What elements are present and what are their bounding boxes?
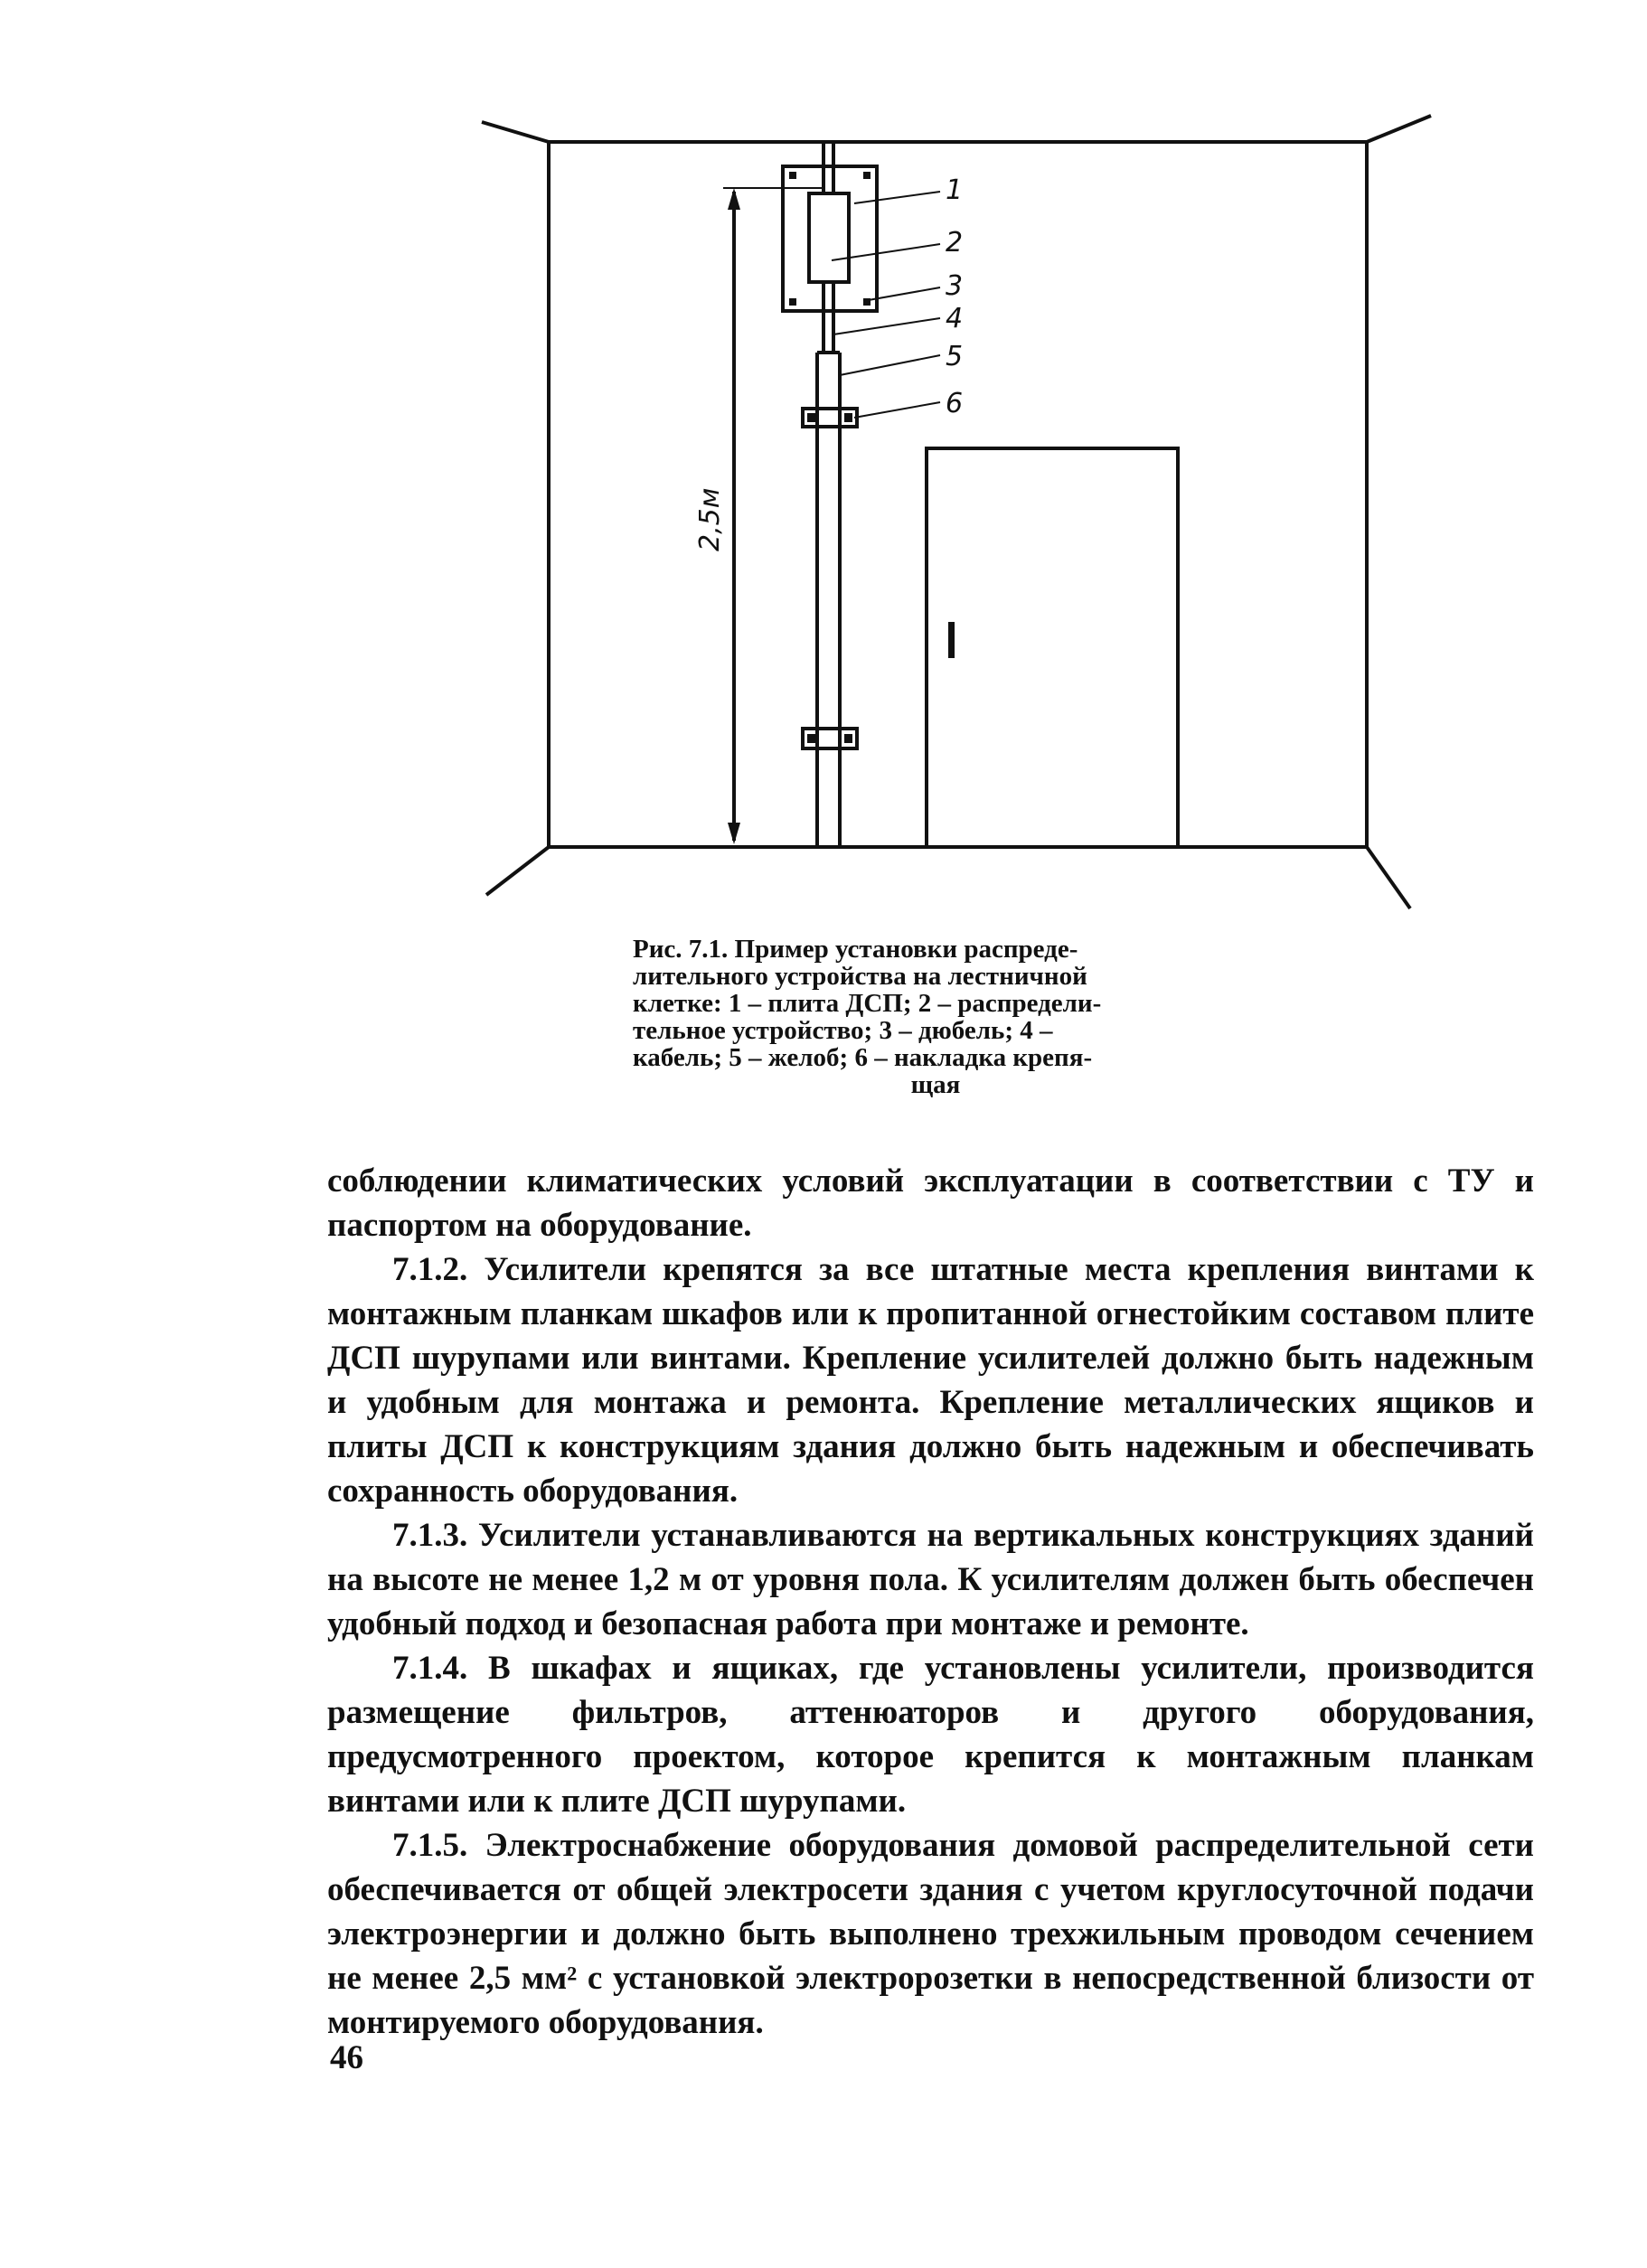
- figure-caption: [633, 936, 1238, 1098]
- caption-line: щая: [910, 1070, 961, 1099]
- label-4: 4: [946, 303, 964, 334]
- caption-line: кабель; 5 – желоб; 6 – накладка крепя-: [633, 1043, 1093, 1072]
- caption-line: Рис. 7.1. Пример установки распреде-: [633, 935, 1078, 964]
- paragraph-7-1-3: 7.1.3. Усилители устанавливаются на вертикальных конструкциях зданий на высоте не менее 1,2 м от уровня пола. К усилителям должен быть обеспечен удобный подход и безопасная работа при монтаже и ремонте.: [327, 1517, 1534, 1642]
- ceiling-right-edge: [1367, 116, 1431, 142]
- installation-figure: [0, 0, 1647, 922]
- label-6: 6: [946, 388, 964, 419]
- body-text: [327, 1159, 1534, 2045]
- ceiling-left-edge: [482, 122, 549, 142]
- page-number: 46: [330, 2039, 363, 2076]
- door-handle: [948, 622, 955, 658]
- floor-left-edge: [486, 847, 549, 895]
- caption-line: лительного устройства на лестничной: [633, 962, 1087, 991]
- paragraph-7-1-4: 7.1.4. В шкафах и ящиках, где установлены усилители, производится размещение фильтров, аттенюаторов и другого оборудования, предусмотренного проектом, которое крепится к монтажным планкам винтами или к плите ДСП шурупами.: [327, 1650, 1534, 1820]
- label-1: 1: [946, 174, 964, 206]
- label-2: 2: [946, 227, 964, 259]
- caption-line: тельное устройство; 3 – дюбель; 4 –: [633, 1016, 1053, 1045]
- distribution-device: [809, 193, 849, 282]
- paragraph-continuation: соблюдении климатических условий эксплуатации в соответствии с ТУ и паспортом на оборудование.: [327, 1162, 1534, 1244]
- paragraph-7-1-2: 7.1.2. Усилители крепятся за все штатные места крепления винтами к монтажным планкам шкафов или к пропитанной огнестойким составом плите ДСП шурупами или винтами. Крепление усилителей должно быть надежным и удобным для монтажа и ремонта. Крепление металлических ящиков и плиты ДСП к конструкциям здания должно быть надежным и обеспечивать сохранность оборудования.: [327, 1251, 1534, 1510]
- label-3: 3: [946, 270, 964, 302]
- label-5: 5: [946, 341, 964, 372]
- caption-line: клетке: 1 – плита ДСП; 2 – распредели-: [633, 989, 1102, 1018]
- floor-right-edge: [1367, 847, 1410, 908]
- height-dimension-label: 2,5м: [694, 487, 726, 551]
- paragraph-7-1-5: 7.1.5. Электроснабжение оборудования домовой распределительной сети обеспечивается от общей электросети здания с учетом круглосуточной подачи электроэнергии и должно быть выполнено трехжильным проводом сечением не менее 2,5 мм² с установкой электророзетки в непосредственной близости от монтируемого оборудования.: [327, 1827, 1534, 2041]
- door: [927, 448, 1178, 847]
